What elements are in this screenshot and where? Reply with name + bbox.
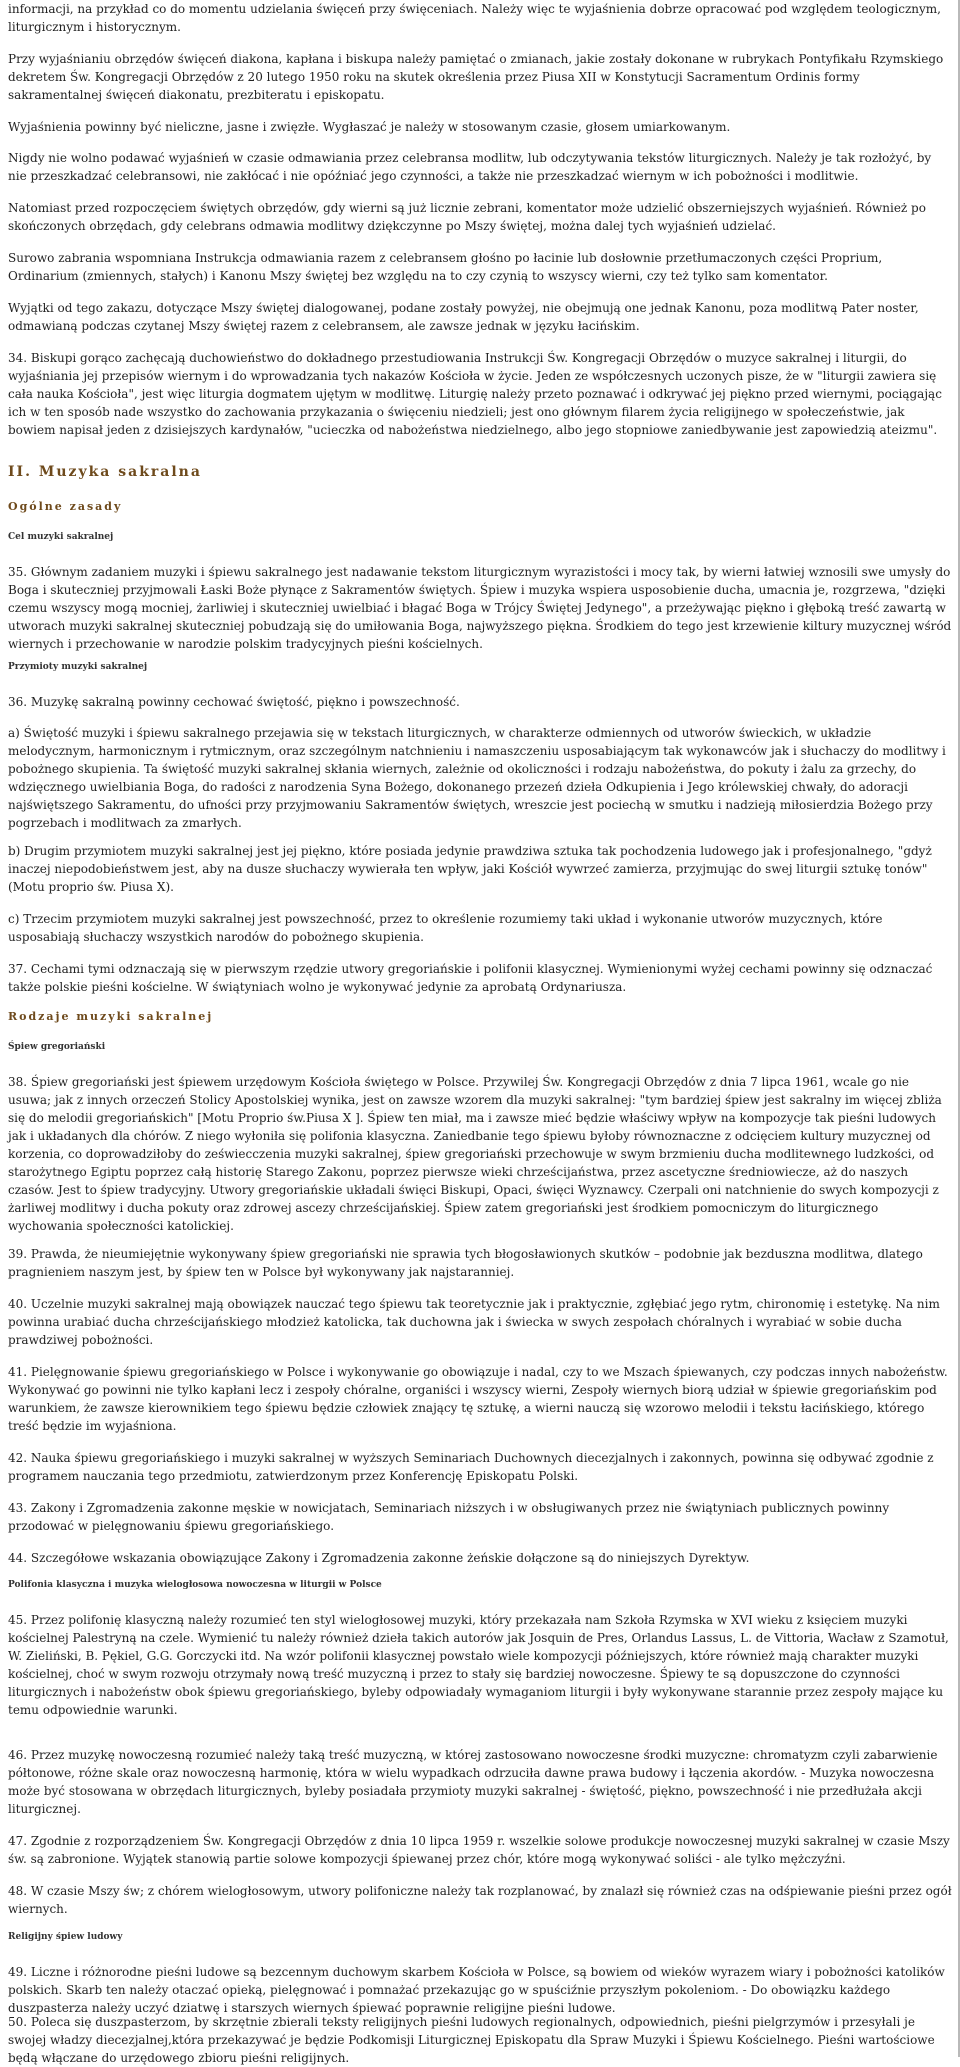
paragraph: 38. Śpiew gregoriański jest śpiewem urzędowym Kościoła świętego w Polsce. Przywilej Św. Kongregacji Obrzędów z dnia 7 lipca 1961, wcale go nie usuwa; jak z innych orzeczeń Stolicy Apostolskiej wynika, jest on zawsze wzorem dla muzyki sakralnej: "tym bardziej śpiew jest sakralny im więcej zbliża się do melodii gregoriańskich" [Motu Proprio św.Piusa X ]. Śpiew ten miał, ma i zawsze mieć będzie właściwy wpływ na kompozycje tak pieśni ludowych jak i układanych dla chórów. Z niego wyłoniła się polifonia klasyczna. Zaniedbanie tego śpiewu byłoby równoznaczne z odcięciem kultury muzycznej od korzenia, co doprowadziłoby do zeświecczenia muzyki sakralnej, śpiew gregoriański przechowuje w swym brzmieniu ducha modlitewnego ludzkości, od starożytnego Egiptu poprzez całą historię Starego Zakonu, poprzez pierwsze wieki chrześcijaństwa, przez ascetyczne średniowiecze, aż do naszych czasów. Jest to śpiew tradycyjny. Utwory gregoriańskie układali święci Biskupi, Opaci, święci Wyznawcy. Czerpali oni natchnienie do swych kompozycji z żarliwej modlitwy i ducha pokuty oraz zdrowej ascezy chrześcijańskiej. Śpiew zatem gregoriański jest środkiem pomocniczym do liturgicznego wychowania społeczności katolickiej.: [8, 1075, 942, 1233]
topic-heading: Religijny śpiew ludowy: [8, 1932, 123, 1942]
paragraph: Surowo zabrania wspomniana Instrukcja odmawiania razem z celebransem głośno po łacinie lub dosłownie przetłumaczonych części Proprium, Ordinarium (zmiennych, stałych) i Kanonu Mszy świętej bez względu na to czy czynią to wszyscy wierni, czy też tylko sam komentator.: [8, 251, 883, 283]
paragraph: Wyjątki od tego zakazu, dotyczące Mszy świętej dialogowanej, podane zostały powyżej, nie obejmują one jednak Kanonu, poza modlitwą Pater noster, odmawianą podczas czytanej Mszy świętej razem z celebransem, ale zawsze jednak w języku łacińskim.: [8, 301, 919, 333]
paragraph: 37. Cechami tymi odznaczają się w pierwszym rzędzie utwory gregoriańskie i polifonii klasycznej. Wymienionymi wyżej cechami powinny się odznaczać także polskie pieśni kościelne. W świątyniach wolno je wykonywać jedynie za aprobatą Ordynariusza.: [8, 962, 933, 994]
paragraph: 35. Głównym zadaniem muzyki i śpiewu sakralnego jest nadawanie tekstom liturgicznym wyrazistości i mocy tak, by wierni łatwiej wznosili swe umysły do Boga i skuteczniej przyjmowali Łaski Boże płynące z Sakramentów świętych. Śpiew i muzyka wspiera usposobienie ducha, umacnia je, rozgrzewa, "dzięki czemu wszyscy mogą mocniej, żarliwiej i skuteczniej uwielbiać i błagać Boga w Trójcy Świętej Jedynego", a przeżywając piękno i głęboką treść zawartą w utworach muzyki sakralnej skuteczniej pobudzają się do umiłowania Boga, najwyższego piękna. Środkiem do tego jest krzewienie kiltury muzycznej wśród wiernych i przechowanie w narodzie polskim tradycyjnych pieśni kościelnych.: [8, 565, 952, 651]
paragraph: b) Drugim przymiotem muzyki sakralnej jest jej piękno, które posiada jedynie prawdziwa sztuka tak pochodzenia ludowego jak i profesjonalnego, "gdyż inaczej niepodobieństwem jest, aby na dusze słuchaczy wywierała ten wpływ, jaki Kościół wywrzeć zamierza, przyjmując do swej liturgii sztukę tonów" (Motu proprio św. Piusa X).: [8, 844, 932, 894]
paragraph: 39. Prawda, że nieumiejętnie wykonywany śpiew gregoriański nie sprawia tych błogosławionych skutków – podobnie jak bezduszna modlitwa, dlatego pragnieniem naszym jest, by śpiew ten w Polsce był wykonywany jak najstaranniej.: [8, 1247, 923, 1279]
paragraph: 45. Przez polifonię klasyczną należy rozumieć ten styl wielogłosowej muzyki, który przekazała nam Szkoła Rzymska w XVI wieku z księciem muzyki kościelnej Palestryną na czele. Wymienić tu należy również dzieła takich autorów jak Josquin de Pres, Orlandus Lassus, L. de Vittoria, Wacław z Szamotuł, W. Zieliński, B. Pękiel, G.G. Gorczycki itd. Na wzór polifonii klasycznej powstało wiele kompozycji późniejszych, które również mają charakter muzyki kościelnej, choć w swym rozwoju otrzymały nową treść muzyczną i przez to stały się bardziej nowoczesne. Śpiewy te są dopuszczone do czynności liturgicznych i nabożeństw obok śpiewu gregoriańskiego, byleby odpowiadały wymaganiom liturgii i były wykonywane starannie przez zespoły mające ku temu odpowiednie warunki.: [8, 1613, 949, 1717]
paragraph: Nigdy nie wolno podawać wyjaśnień w czasie odmawiania przez celebransa modlitw, lub odczytywania tekstów liturgicznych. Należy je tak rozłożyć, by nie przeszkadzać celebransowi, nie zakłócać i nie opóźniać jego czynności, a także nie przeszkadzać wiernym w ich pobożności i modlitwie.: [8, 151, 932, 183]
topic-heading: Śpiew gregoriański: [8, 1042, 106, 1052]
topic-heading: Polifonia klasyczna i muzyka wielogłosowa nowoczesna w liturgii w Polsce: [8, 1580, 382, 1590]
paragraph: 43. Zakony i Zgromadzenia zakonne męskie w nowicjatach, Seminariach niższych i w obsługiwanych przez nie świątyniach publicznych powinny przodować w pielęgnowaniu śpiewu gregoriańskiego.: [8, 1501, 890, 1533]
paragraph: 46. Przez muzykę nowoczesną rozumieć należy taką treść muzyczną, w której zastosowano nowoczesne środki muzyczne: chromatyzm czyli zabarwienie półtonowe, różne skale oraz nowoczesną harmonię, która w wielu wypadkach odrzuciła dawne prawa budowy i łączenia akordów. - Muzyka nowoczesna może być stosowana w obrzędach liturgicznych, byleby posiadała przymioty muzyki sakralnej - świętość, piękno, powszechność i nie przedłużała akcji liturgicznej.: [8, 1748, 938, 1816]
paragraph: informacji, na przykład co do momentu udzielania święceń przy święceniach. Należy więc te wyjaśnienia dobrze opracować pod względem teologicznym, liturgicznym i historycznym.: [8, 2, 941, 34]
paragraph: 48. W czasie Mszy św; z chórem wielogłosowym, utwory polifoniczne należy tak rozplanować, by znalazł się również czas na odśpiewanie pieśni przez ogół wiernych.: [8, 1884, 952, 1916]
paragraph: 50. Poleca się duszpasterzom, by skrzętnie zbierali teksty religijnych pieśni ludowych regionalnych, odpowiednich, pieśni pielgrzymów i przesyłali je swojej władzy diecezjalnej,która przekazywać je będzie Podkomisji Liturgicznej Episkopatu dla Spraw Muzyki i Śpiewu Kościelnego. Pieśni wartościowe będą włączane do urzędowego zbioru pieśni religijnych.: [8, 2015, 935, 2065]
paragraph: 41. Pielęgnowanie śpiewu gregoriańskiego w Polsce i wykonywanie go obowiązuje i nadal, czy to we Mszach śpiewanych, czy podczas innych nabożeństw. Wykonywać go powinni nie tylko kapłani lecz i zespoły chóralne, organiści i wszyscy wierni, Zespoły wiernych biorą udział w śpiewie gregoriańskim pod warunkiem, że zawsze kierownikiem tego śpiewu będzie człowiek znający tę sztukę, a wierni nauczą się wzorowo melodii i tekstu łacińskiego, którego treść będzie im wyjaśniona.: [8, 1365, 948, 1433]
paragraph: 44. Szczegółowe wskazania obowiązujące Zakony i Zgromadzenia zakonne żeńskie dołączone są do niniejszych Dyrektyw.: [8, 1551, 750, 1565]
paragraph: c) Trzecim przymiotem muzyki sakralnej jest powszechność, przez to określenie rozumiemy taki układ i wykonanie utworów muzycznych, które usposabiają słuchaczy wszystkich narodów do pobożnego skupienia.: [8, 912, 883, 944]
section-heading: II. Muzyka sakralna: [8, 464, 202, 480]
paragraph: 49. Liczne i różnorodne pieśni ludowe są bezcennym duchowym skarbem Kościoła w Polsce, są bowiem od wieków wyrazem wiary i pobożności katolików polskich. Skarb ten należy otaczać opieką, pielęgnować i pomnażać przekazując go w spuściźnie przyszłym pokoleniom. - Do obowiązku każdego duszpasterza należy uczyć dziatwę i starszych wiernych śpiewać poprawnie religijne pieśni ludowe.: [8, 1965, 945, 2015]
paragraph: 42. Nauka śpiewu gregoriańskiego i muzyki sakralnej w wyższych Seminariach Duchownych diecezjalnych i zakonnych, powinna się odbywać zgodnie z programem nauczania tego przedmiotu, zatwierdzonym przez Konferencję Episkopatu Polski.: [8, 1451, 934, 1483]
paragraph: a) Świętość muzyki i śpiewu sakralnego przejawia się w tekstach liturgicznych, w charakterze odmiennych od utworów świeckich, w układzie melodycznym, harmonicznym i rytmicznym, oraz szczególnym natchnieniu i namaszczeniu usposabiającym tak wykonawców jak i słuchaczy do modlitwy i pobożnego skupienia. Ta świętość muzyki sakralnej skłania wiernych, zależnie od okoliczności i rodzaju nabożeństwa, do pokuty i żalu za grzechy, do wdzięcznego uwielbiania Boga, do radości z narodzenia Syna Bożego, dokonanego przezeń dzieła Odkupienia i Jego królewskiej chwały, do adoracji najświętszego Sakramentu, do ufności przy przyjmowaniu Sakramentów świętych, wreszcie jest pociechą w smutku i nadzieją miłosierdzia Bożego przy pogrzebach i modlitwach za zmarłych.: [8, 726, 946, 830]
paragraph: 36. Muzykę sakralną powinny cechować świętość, piękno i powszechność.: [8, 695, 460, 709]
paragraph: 40. Uczelnie muzyki sakralnej mają obowiązek nauczać tego śpiewu tak teoretycznie jak i praktycznie, zgłębiać jego rytm, chironomię i estetykę. Na nim powinna urabiać ducha chrześcijańskiego młodzież katolicka, tak duchowna jak i świecka w swych zespołach chóralnych i wyrabiać w sobie ducha prawdziwej pobożności.: [8, 1297, 940, 1347]
subsection-heading: Ogólne zasady: [8, 500, 123, 513]
paragraph: 47. Zgodnie z rozporządzeniem Św. Kongregacji Obrzędów z dnia 10 lipca 1959 r. wszelkie solowe produkcje nowoczesnej muzyki sakralnej w czasie Mszy św. są zabronione. Wyjątek stanowią partie solowe kompozycji śpiewanej przez chór, które mogą wykonywać soliści - ale tylko mężczyźni.: [8, 1834, 950, 1866]
topic-heading: Przymioty muzyki sakralnej: [8, 662, 148, 672]
subsection-heading: Rodzaje muzyki sakralnej: [8, 1010, 214, 1023]
paragraph: Wyjaśnienia powinny być nieliczne, jasne i zwięzłe. Wygłaszać je należy w stosowanym czasie, głosem umiarkowanym.: [8, 120, 731, 134]
paragraph: Natomiast przed rozpoczęciem świętych obrzędów, gdy wierni są już licznie zebrani, komentator może udzielić obszerniejszych wyjaśnień. Również po skończonych obrzędach, gdy celebrans odmawia modlitwy dziękczynne po Mszy świętej, można dalej tych wyjaśnień udzielać.: [8, 201, 926, 233]
paragraph: 34. Biskupi gorąco zachęcają duchowieństwo do dokładnego przestudiowania Instrukcji Św. Kongregacji Obrzędów o muzyce sakralnej i liturgii, do wyjaśniania jej przepisów wiernym i do wprowadzania tych nakazów Kościoła w życie. Jeden ze współczesnych uczonych pisze, że w "liturgii zawiera się cała nauka Kościoła", jest więc liturgia dogmatem ujętym w modlitwę. Liturgię należy przeto poznawać i odkrywać jej piękno przed wiernymi, pociągając ich w ten sposób nade wszystko do zachowania przykazania o święceniu niedzieli; jest ono głównym filarem życia religijnego w społeczeństwie, jak bowiem napisał jeden z dzisiejszych kardynałów, "ucieczka od nabożeństwa niedzielnego, albo jego stopniowe zaniedbywanie jest zapowiedzią ateizmu".: [8, 351, 942, 437]
paragraph: Przy wyjaśnianiu obrzędów święceń diakona, kapłana i biskupa należy pamiętać o zmianach, jakie zostały dokonane w rubrykach Pontyfikału Rzymskiego dekretem Św. Kongregacji Obrzędów z 20 lutego 1950 roku na skutek określenia przez Piusa XII w Konstytucji Sacramentum Ordinis formy sakramentalnej święceń diakonatu, prezbiteratu i episkopatu.: [8, 52, 944, 102]
topic-heading: Cel muzyki sakralnej: [8, 532, 114, 542]
